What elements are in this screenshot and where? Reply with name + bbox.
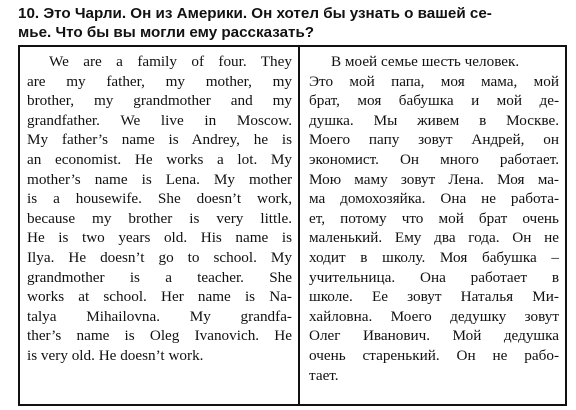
english-line: grandmother is a teacher. She: [27, 268, 292, 286]
russian-line: брат, моя бабушка и мой де-: [309, 92, 559, 110]
english-line: is a housewife. She doesn’t work,: [27, 190, 292, 208]
russian-line: душка. Мы живем в Москве.: [309, 111, 559, 129]
russian-line: маленький. Ему два года. Он не: [309, 229, 559, 247]
russian-line: учительница. Она работает в: [309, 268, 559, 286]
russian-line: ма домохозяйка. Она не работа-: [309, 190, 559, 208]
english-line: grandfather. We live in Moscow.: [27, 111, 292, 129]
russian-line: Моего папу зовут Андрей, он: [309, 131, 559, 149]
english-line: mother’s name is Lena. My mother: [27, 170, 292, 188]
english-column: [20, 47, 300, 404]
russian-line: хайловна. Моего дедушку зовут: [309, 307, 559, 325]
russian-line: ет, потому что мой брат очень: [309, 209, 559, 227]
english-line: He is two years old. His name is: [27, 229, 292, 247]
english-line: an economist. He works a lot. My: [27, 150, 292, 168]
english-line: works at school. Her name is Na-: [27, 288, 292, 306]
russian-line: тает.: [309, 366, 339, 384]
heading-line-1: 10. Это Чарли. Он из Америки. Он хотел бы узнать о вашей се-: [18, 5, 492, 22]
russian-line: Мою маму зовут Лена. Моя ма-: [309, 170, 559, 188]
english-line: brother, my grandmother and my: [27, 92, 292, 110]
russian-line: Олег Иванович. Мой дедушка: [309, 327, 559, 345]
russian-line: экономист. Он много работает.: [309, 150, 559, 168]
english-line: because my brother is very little.: [27, 209, 292, 227]
russian-line: Это мой папа, моя мама, мой: [309, 72, 559, 90]
english-line: ther’s name is Oleg Ivanovich. He: [27, 327, 292, 345]
russian-line: очень старенький. Он не рабо-: [309, 346, 559, 364]
english-line: My father’s name is Andrey, he is: [27, 131, 292, 149]
russian-line: В моей семье шесть человек.: [331, 53, 520, 70]
english-line: talya Mihailovna. My grandfa-: [27, 307, 292, 325]
russian-line: ходит в школу. Моя бабушка –: [309, 248, 559, 266]
exercise-heading: [18, 4, 566, 42]
english-line: We are a family of four. They: [49, 53, 292, 70]
english-line: is very old. He doesn’t work.: [27, 346, 204, 364]
text-table: [18, 45, 567, 406]
heading-line-2: мье. Что бы вы могли ему рассказать?: [18, 24, 315, 41]
russian-column: [300, 47, 565, 404]
russian-line: школе. Ее зовут Наталья Ми-: [309, 288, 559, 306]
english-line: are my father, my mother, my: [27, 72, 292, 90]
english-line: Ilya. He doesn’t go to school. My: [27, 248, 292, 266]
